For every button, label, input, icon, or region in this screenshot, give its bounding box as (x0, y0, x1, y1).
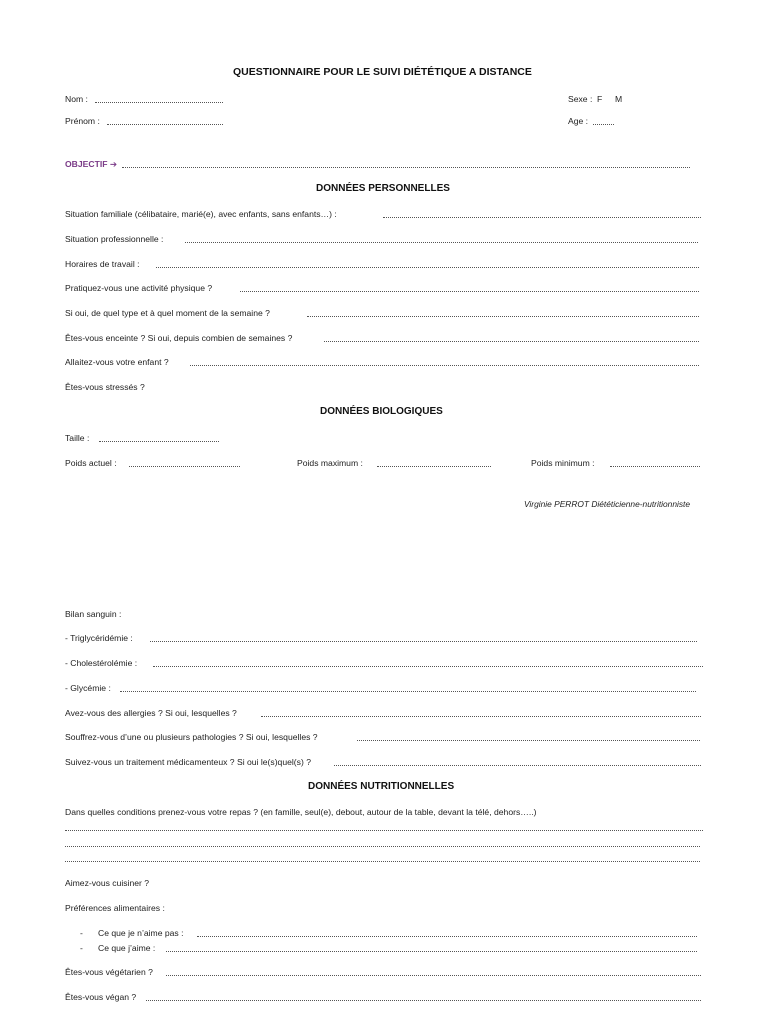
bullet-dash: - (80, 943, 83, 953)
nom-label: Nom : (65, 94, 88, 104)
sexe-label: Sexe : (568, 94, 593, 104)
situation-professionnelle-field[interactable] (185, 242, 698, 243)
poids-actuel-label: Poids actuel : (65, 458, 117, 468)
objectif-label (65, 158, 117, 170)
type-activite-label: Si oui, de quel type et à quel moment de la semaine ? (65, 308, 270, 318)
conditions-line-3[interactable] (65, 861, 700, 862)
bullet-dash: - (80, 928, 83, 938)
allaitement-label: Allaitez-vous votre enfant ? (65, 357, 169, 367)
glycemie-label: - Glycémie : (65, 683, 111, 693)
objectif-text: OBJECTIF (65, 159, 108, 169)
traitement-field[interactable] (334, 765, 701, 766)
cholesterolemie-field[interactable] (153, 666, 703, 667)
bilan-sanguin-label: Bilan sanguin : (65, 609, 122, 619)
section-nutritionnelles: DONNÉES NUTRITIONNELLES (308, 781, 455, 792)
pathologies-field[interactable] (357, 740, 700, 741)
poids-minimum-field[interactable] (610, 466, 700, 467)
nom-field[interactable] (95, 102, 223, 103)
enceinte-field[interactable] (324, 341, 699, 342)
situation-familiale-field[interactable] (383, 217, 701, 218)
horaires-field[interactable] (156, 267, 699, 268)
allaitement-field[interactable] (190, 365, 699, 366)
aime-field[interactable] (166, 951, 697, 952)
vegan-label: Êtes-vous végan ? (65, 992, 137, 1002)
section-biologiques: DONNÉES BIOLOGIQUES (320, 406, 443, 417)
triglyceridemie-field[interactable] (150, 641, 697, 642)
objectif-field[interactable] (122, 167, 690, 168)
signature: Virginie PERROT Diététicienne-nutritionniste (524, 499, 691, 509)
poids-actuel-field[interactable] (129, 466, 240, 467)
type-activite-field[interactable] (307, 316, 699, 317)
activite-physique-label: Pratiquez-vous une activité physique ? (65, 283, 213, 293)
age-label: Age : (568, 116, 589, 126)
sexe-option-f[interactable]: F (597, 94, 603, 104)
vegan-field[interactable] (146, 1000, 701, 1001)
situation-familiale-label: Situation familiale (célibataire, marié(e), avec enfants, sans enfants…) : (65, 209, 337, 219)
cuisiner-label: Aimez-vous cuisiner ? (65, 878, 150, 888)
taille-field[interactable] (99, 441, 219, 442)
naime-pas-field[interactable] (197, 936, 697, 937)
sexe-option-m[interactable]: M (615, 94, 623, 104)
aime-label: Ce que j’aime : (98, 943, 156, 953)
cholesterolemie-label: - Cholestérolémie : (65, 658, 138, 668)
poids-maximum-label: Poids maximum : (297, 458, 363, 468)
vegetarien-label: Êtes-vous végétarien ? (65, 967, 153, 977)
form-title: QUESTIONNAIRE POUR LE SUIVI DIÉTÉTIQUE A DISTANCE (233, 66, 532, 78)
preferences-label: Préférences alimentaires : (65, 903, 165, 913)
allergies-label: Avez-vous des allergies ? Si oui, lesquelles ? (65, 708, 237, 718)
conditions-line-2[interactable] (65, 846, 700, 847)
horaires-label: Horaires de travail : (65, 259, 140, 269)
activite-physique-field[interactable] (240, 291, 699, 292)
prenom-field[interactable] (107, 124, 223, 125)
taille-label: Taille : (65, 433, 90, 443)
vegetarien-field[interactable] (166, 975, 701, 976)
allergies-field[interactable] (261, 716, 701, 717)
enceinte-label: Êtes-vous enceinte ? Si oui, depuis combien de semaines ? (65, 333, 293, 343)
poids-minimum-label: Poids minimum : (531, 458, 595, 468)
naime-pas-label: Ce que je n’aime pas : (98, 928, 184, 938)
section-personnelles: DONNÉES PERSONNELLES (316, 183, 450, 194)
pathologies-label: Souffrez-vous d’une ou plusieurs pathologies ? Si oui, lesquelles ? (65, 732, 318, 742)
prenom-label: Prénom : (65, 116, 100, 126)
arrow-right-icon: ➔ (109, 159, 118, 169)
conditions-line-1[interactable] (65, 830, 703, 831)
glycemie-field[interactable] (120, 691, 696, 692)
situation-professionnelle-label: Situation professionnelle : (65, 234, 164, 244)
conditions-repas-label: Dans quelles conditions prenez-vous votre repas ? (en famille, seul(e), debout, autour de la table, devant la télé, dehors…..) (65, 807, 537, 817)
stress-label: Êtes-vous stressés ? (65, 382, 145, 392)
triglyceridemie-label: - Triglycéridémie : (65, 633, 133, 643)
traitement-label: Suivez-vous un traitement médicamenteux ? Si oui le(s)quel(s) ? (65, 757, 311, 767)
poids-maximum-field[interactable] (377, 466, 491, 467)
age-field[interactable] (593, 124, 614, 125)
